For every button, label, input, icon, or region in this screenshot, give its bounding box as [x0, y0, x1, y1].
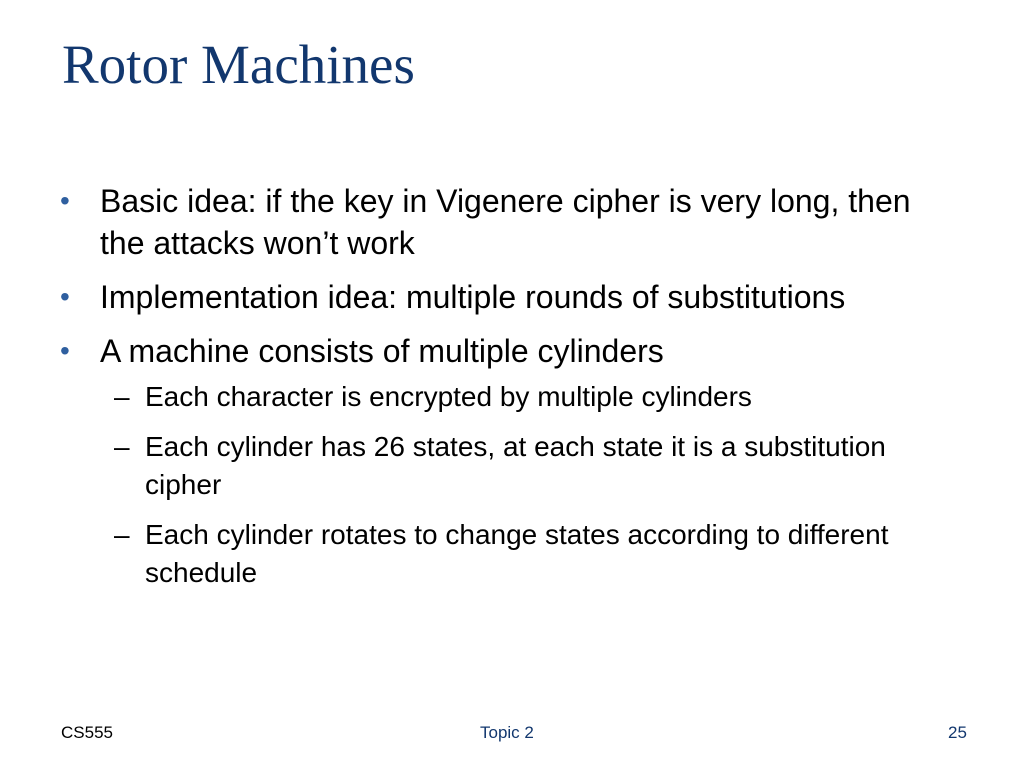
sub-bullet-text: Each cylinder has 26 states, at each state it is a substitution cipher [145, 431, 886, 500]
bullet-text: Implementation idea: multiple rounds of substitutions [100, 279, 846, 315]
bullet-item [60, 276, 960, 318]
sub-bullet-item [60, 516, 960, 592]
slide-number: 25 [948, 723, 967, 742]
sub-bullet-text: Each character is encrypted by multiple cylinders [145, 381, 752, 412]
sub-bullet-text: Each cylinder rotates to change states according to different schedule [145, 519, 889, 588]
footer-course: CS555 [61, 723, 113, 742]
bullet-icon: • [60, 185, 70, 216]
footer-topic: Topic 2 [480, 723, 534, 742]
bullet-icon: • [60, 281, 70, 312]
slide-title: Rotor Machines [62, 34, 415, 95]
dash-icon: – [114, 381, 130, 412]
bullet-item [60, 330, 960, 372]
bullet-item [60, 180, 960, 264]
bullet-text: Basic idea: if the key in Vigenere cipher is very long, then the attacks won’t work [100, 183, 911, 261]
dash-icon: – [114, 431, 130, 462]
sub-bullet-item [60, 428, 960, 504]
sub-bullet-item [60, 378, 960, 416]
slide-body [60, 180, 960, 604]
bullet-icon: • [60, 335, 70, 366]
bullet-text: A machine consists of multiple cylinders [100, 333, 664, 369]
dash-icon: – [114, 519, 130, 550]
